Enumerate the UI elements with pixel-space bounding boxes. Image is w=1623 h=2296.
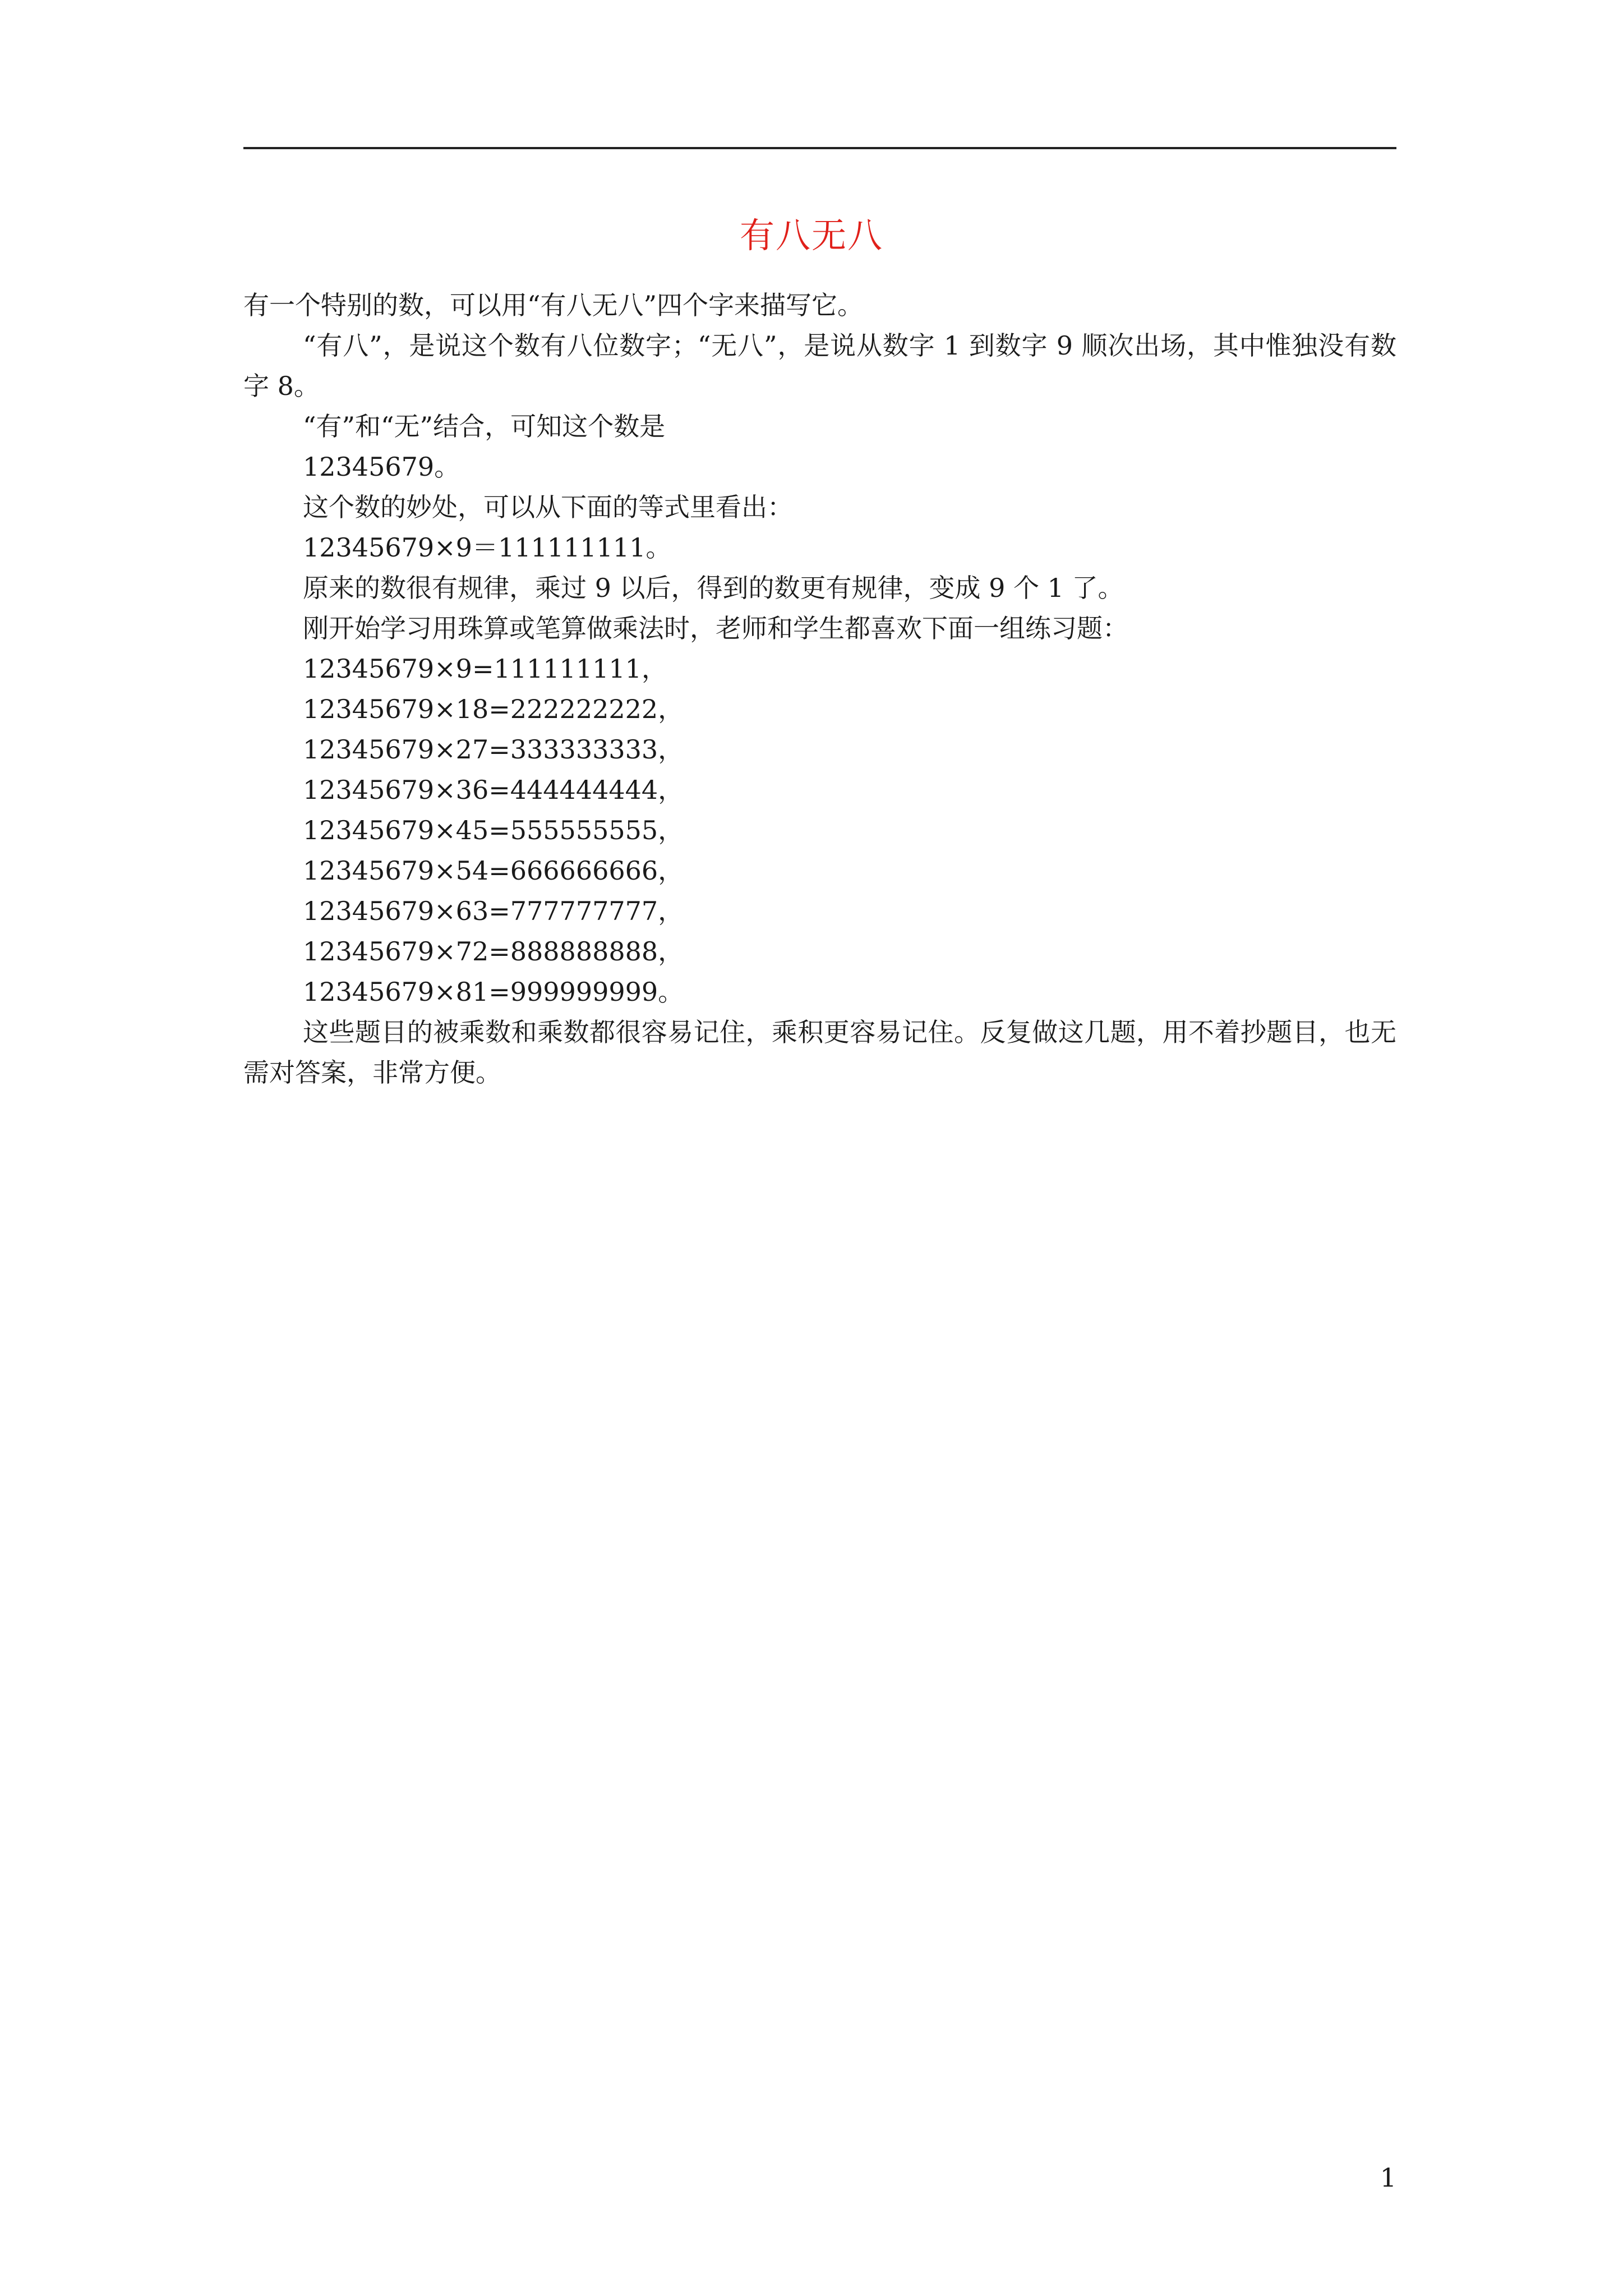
- exercise-line: 12345679×54=666666666，: [303, 855, 684, 886]
- paragraph-explanation: “有八”，是说这个数有八位数字；“无八”，是说从数字 1 到数字 9 顺次出场，其中惟独没有数字 8。: [243, 330, 1396, 401]
- exercise-line: 12345679×72=888888888，: [303, 936, 684, 967]
- exercise-line: 12345679×9=111111111，: [303, 654, 667, 684]
- number-line: 12345679。: [303, 452, 460, 482]
- page-number: 1: [1380, 2162, 1396, 2193]
- exercise-line: 12345679×63=777777777，: [303, 896, 684, 926]
- document-body: [243, 285, 1396, 1093]
- header-rule: [243, 147, 1396, 149]
- exercise-line: 12345679×27=333333333，: [303, 734, 684, 765]
- paragraph-pattern: 原来的数很有规律，乘过 9 以后，得到的数更有规律，变成 9 个 1 了。: [303, 573, 1124, 603]
- paragraph-combination: “有”和“无”结合，可知这个数是: [303, 411, 666, 441]
- paragraph-conclusion: 这些题目的被乘数和乘数都很容易记住，乘积更容易记住。反复做这几题，用不着抄题目，也无需对答案，非常方便。: [243, 1017, 1396, 1088]
- exercise-line: 12345679×36=444444444，: [303, 775, 684, 805]
- paragraph-intro: 有一个特别的数，可以用“有八无八”四个字来描写它。: [243, 290, 864, 320]
- paragraph-wonder: 这个数的妙处，可以从下面的等式里看出：: [303, 492, 793, 522]
- exercise-line: 12345679×81=999999999。: [303, 977, 684, 1007]
- document-title: 有八无八: [739, 215, 883, 256]
- exercise-line: 12345679×45=555555555，: [303, 815, 684, 845]
- equation-line: 12345679×9＝111111111。: [303, 532, 672, 563]
- paragraph-exercise-intro: 刚开始学习用珠算或笔算做乘法时，老师和学生都喜欢下面一组练习题：: [303, 613, 1128, 643]
- exercise-line: 12345679×18=222222222，: [303, 694, 684, 724]
